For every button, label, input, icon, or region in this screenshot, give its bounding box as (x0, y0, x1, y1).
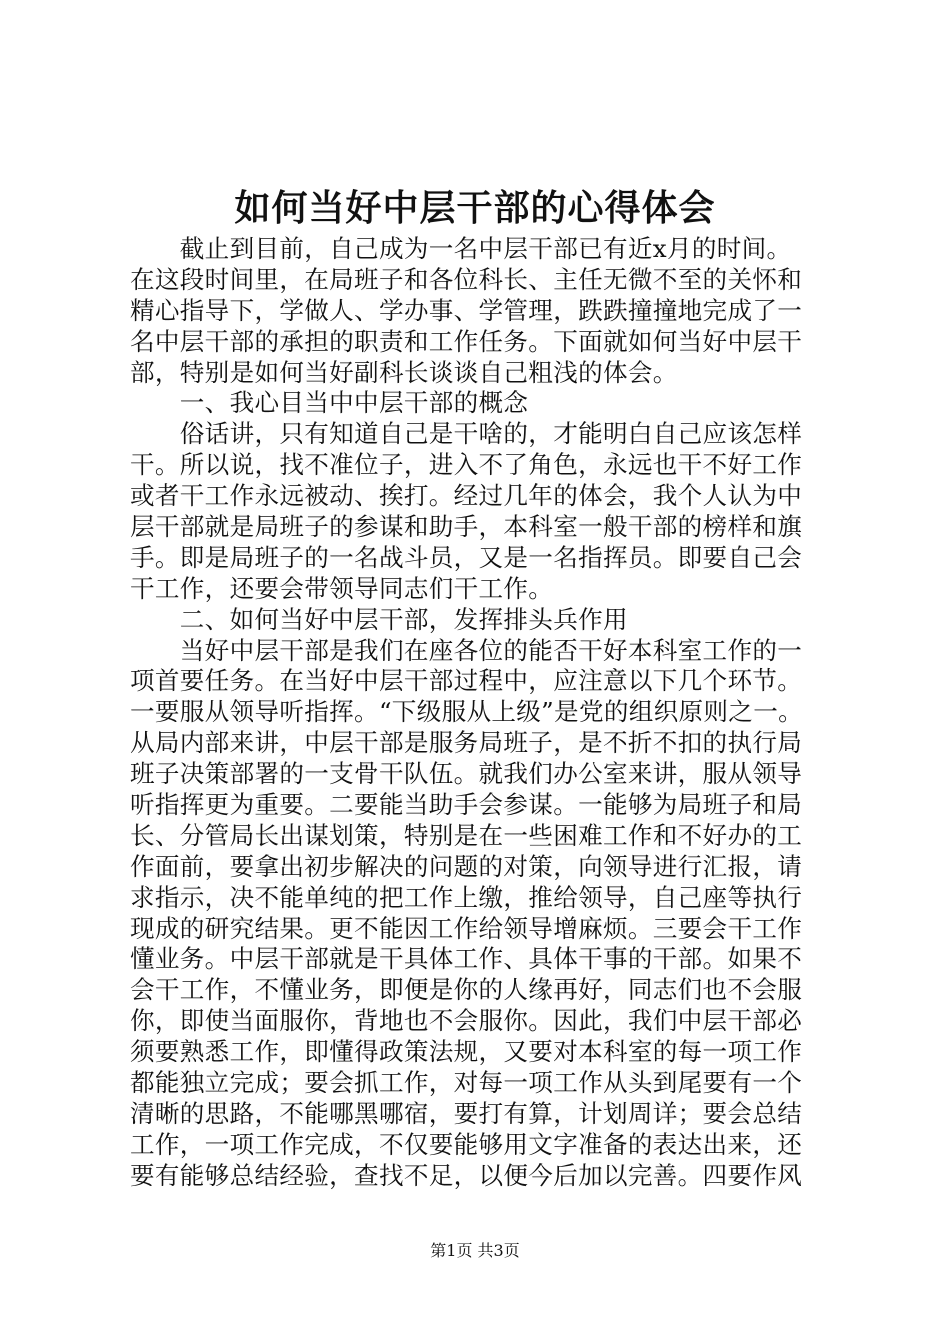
body-line: 长、分管局长出谋划策，特别是在一些困难工作和不好办的工 (130, 820, 803, 850)
body-line: 部，特别是如何当好副科长谈谈自己粗浅的体会。 (130, 357, 678, 387)
body-line: 层干部就是局班子的参谋和助手，本科室一般干部的榜样和旗 (130, 512, 803, 542)
body-line: 要有能够总结经验，查找不足，以便今后加以完善。四要作风 (130, 1160, 803, 1190)
page-number-footer: 第1页 共3页 (430, 1241, 520, 1260)
body-line: 名中层干部的承担的职责和工作任务。下面就如何当好中层干 (130, 326, 803, 356)
body-line: 手。即是局班子的一名战斗员，又是一名指挥员。即要自己会 (130, 542, 803, 572)
section-heading-2: 二、如何当好中层干部，发挥排头兵作用 (130, 604, 628, 634)
body-line: 求指示，决不能单纯的把工作上缴，推给领导，自己座等执行 (130, 882, 803, 912)
body-line: 都能独立完成；要会抓工作，对每一项工作从头到尾要有一个 (130, 1068, 803, 1098)
body-line: 听指挥更为重要。二要能当助手会参谋。一能够为局班子和局 (130, 790, 803, 820)
body-line: 会干工作，不懂业务，即便是你的人缘再好，同志们也不会服 (130, 975, 803, 1005)
body-line: 在这段时间里，在局班子和各位科长、主任无微不至的关怀和 (130, 264, 803, 294)
body-line: 你，即使当面服你，背地也不会服你。因此，我们中层干部必 (130, 1006, 803, 1036)
body-line: 须要熟悉工作，即懂得政策法规，又要对本科室的每一项工作 (130, 1037, 803, 1067)
body-line: 或者干工作永远被动、挨打。经过几年的体会，我个人认为中 (130, 481, 803, 511)
body-line: 一要服从领导听指挥。“下级服从上级”是党的组织原则之一。 (130, 697, 803, 727)
document-body (130, 234, 835, 1192)
body-line: 班子决策部署的一支骨干队伍。就我们办公室来讲，服从领导 (130, 759, 803, 789)
body-line: 懂业务。中层干部就是干具体工作、具体干事的干部。如果不 (130, 944, 803, 974)
section-heading-1: 一、我心目当中中层干部的概念 (130, 388, 529, 418)
body-line: 作面前，要拿出初步解决的问题的对策，向领导进行汇报，请 (130, 851, 803, 881)
body-line: 工作，一项工作完成，不仅要能够用文字准备的表达出来，还 (130, 1129, 803, 1159)
body-line: 现成的研究结果。更不能因工作给领导增麻烦。三要会干工作 (130, 913, 803, 943)
body-line: 干工作，还要会带领导同志们干工作。 (130, 573, 554, 603)
body-line: 截止到目前，自己成为一名中层干部已有近x月的时间。 (130, 234, 792, 263)
body-line: 清晰的思路，不能哪黑哪宿，要打有算，计划周详；要会总结 (130, 1098, 803, 1128)
body-line: 干。所以说，找不准位子，进入不了角色，永远也干不好工作 (130, 450, 803, 480)
document-title: 如何当好中层干部的心得体会 (234, 187, 716, 229)
body-line: 俗话讲，只有知道自己是干啥的，才能明白自己应该怎样 (130, 419, 803, 449)
body-line: 当好中层干部是我们在座各位的能否干好本科室工作的一 (130, 635, 803, 665)
body-line: 从局内部来讲，中层干部是服务局班子，是不折不扣的执行局 (130, 728, 803, 758)
body-line: 项首要任务。在当好中层干部过程中，应注意以下几个环节。 (130, 666, 803, 696)
body-line: 精心指导下，学做人、学办事、学管理，跌跌撞撞地完成了一 (130, 295, 803, 325)
